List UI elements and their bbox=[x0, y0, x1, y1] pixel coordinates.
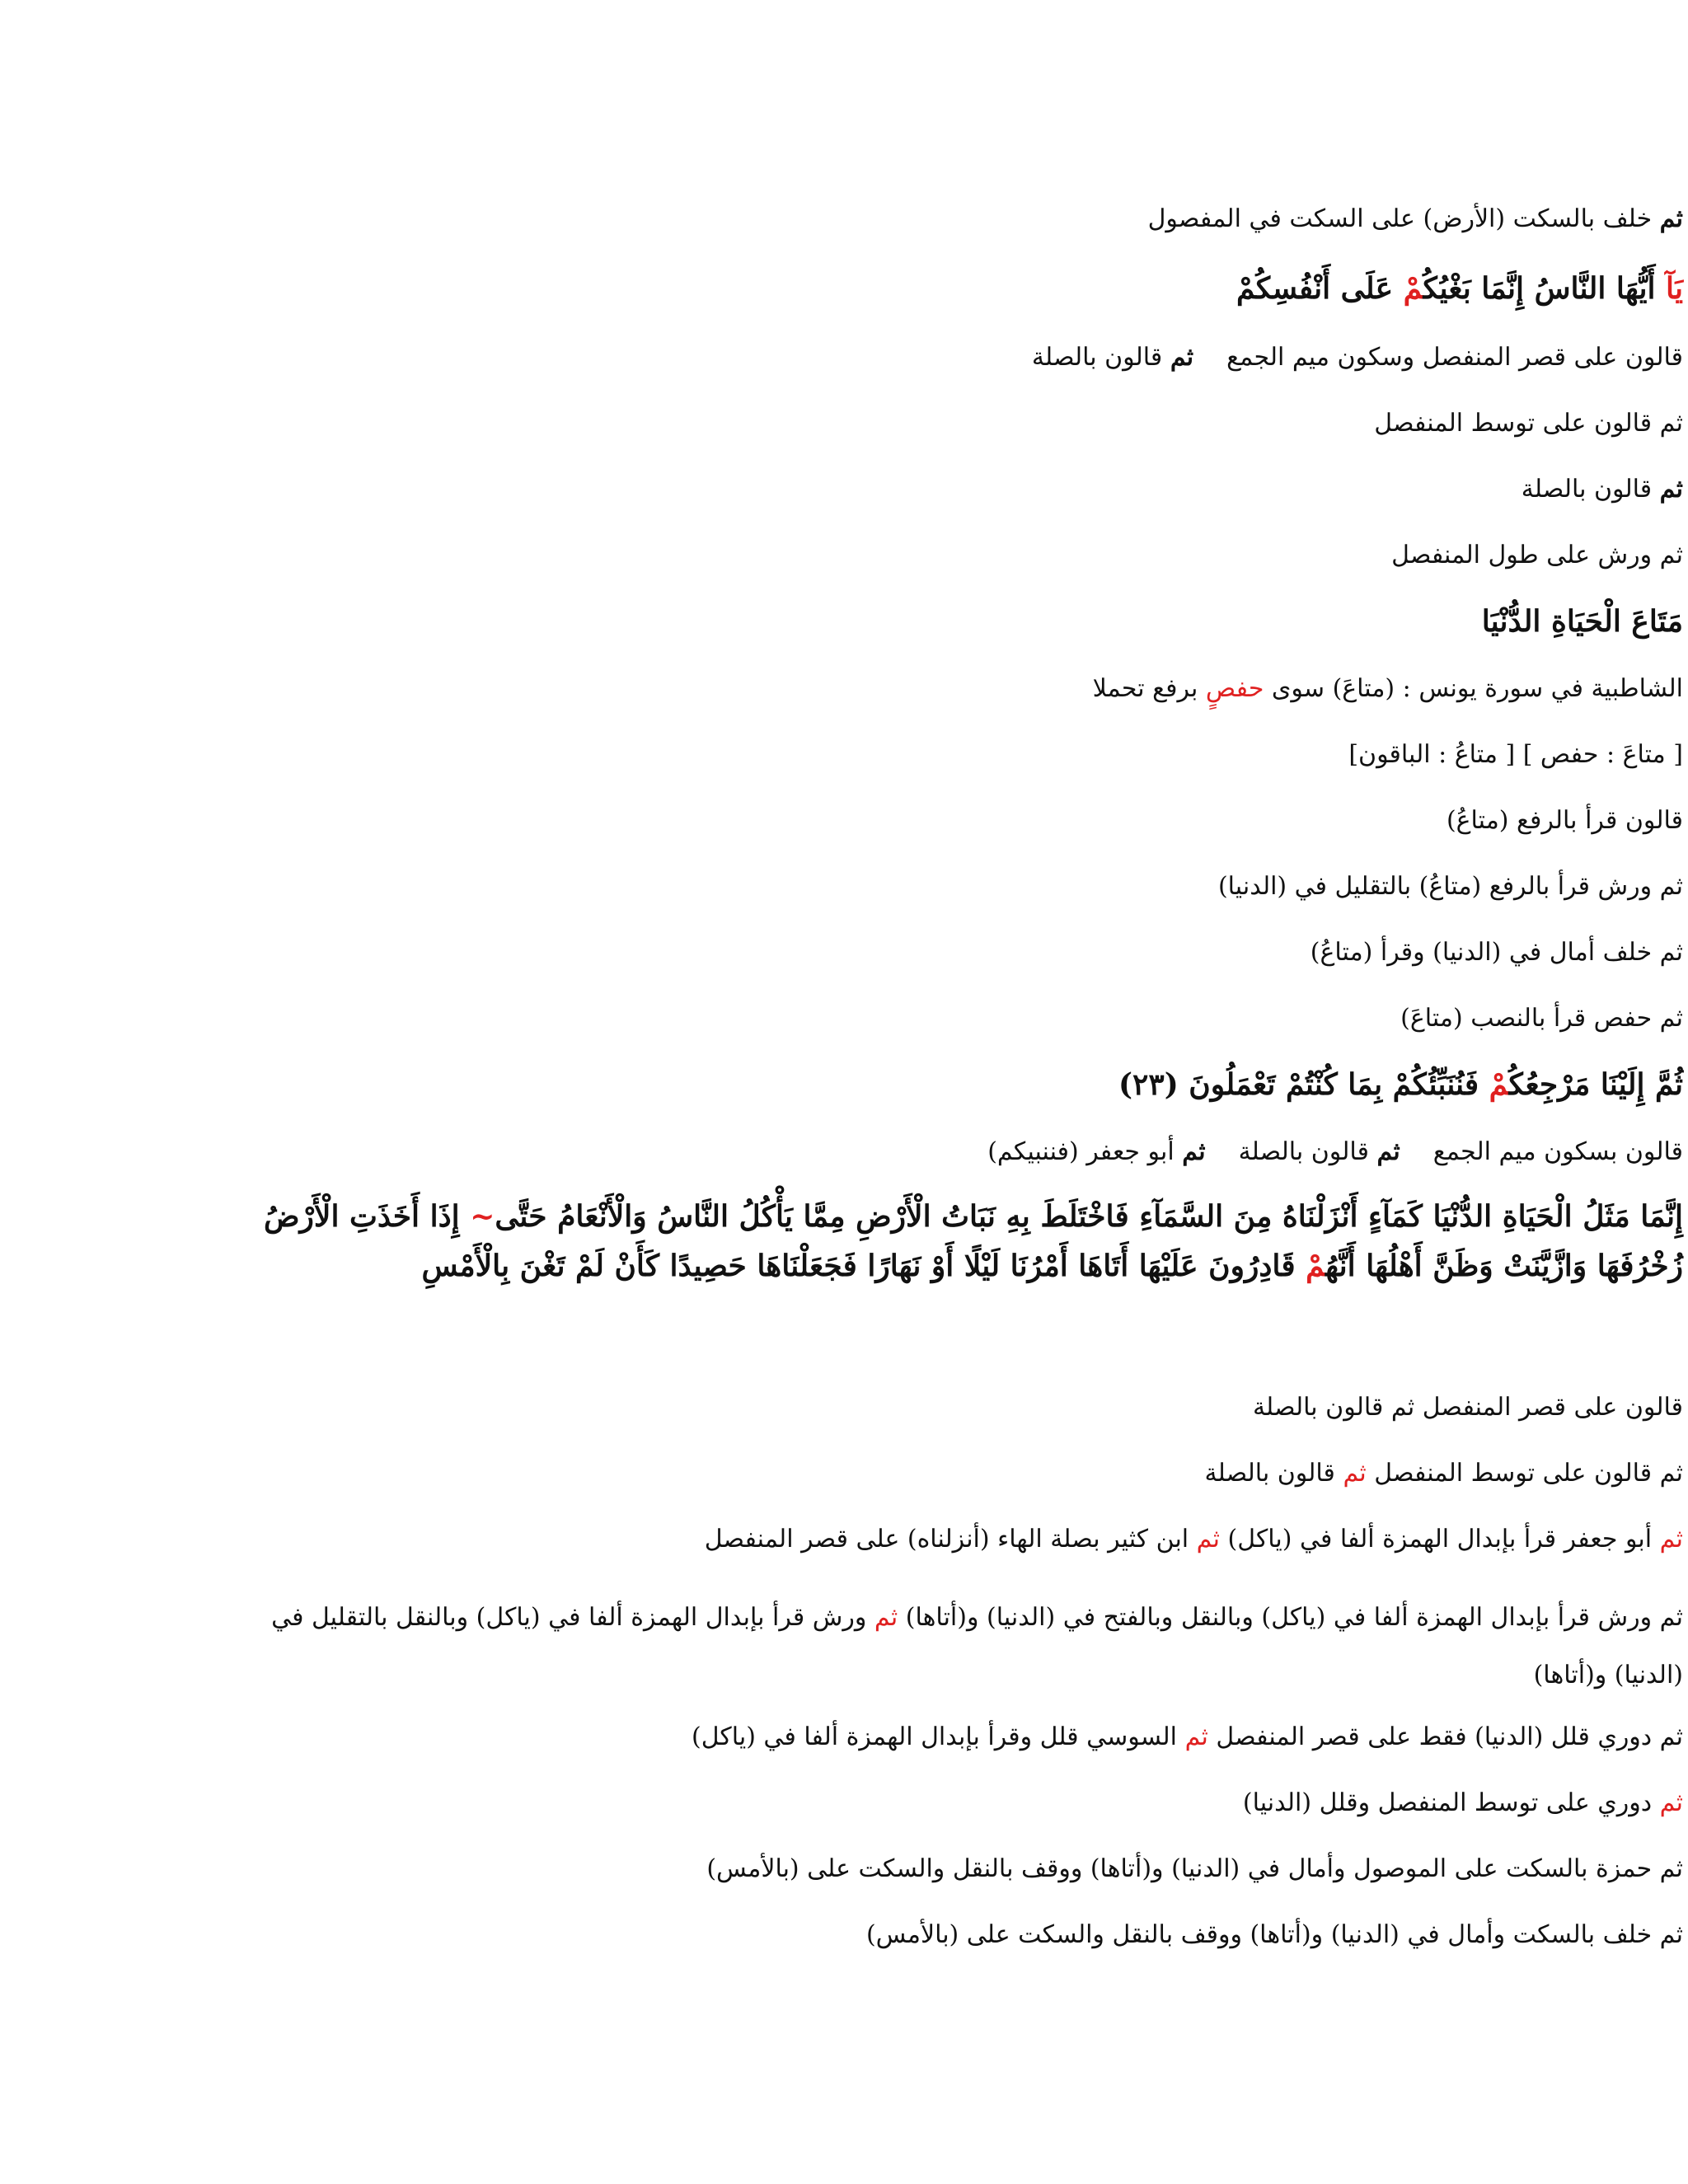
text-segment: ثم ورش قرأ بإبدال الهمزة ألفا في (ياكل) وبالنقل وبالفتح في (الدنيا) و(أتاها) bbox=[898, 1603, 1683, 1632]
text-segment: إِنَّمَا مَثَلُ الْحَيَاةِ الدُّنْيَا كَمَآءٍ أَنْزَلْنَاهُ مِنَ السَّمَآءِ فَاخْتَلَطَ بِهِ نَبَاتُ الْأَرْضِ مِمَّا يَأْكُلُ النَّاسُ وَالْأَنْعَامُ حَتَّى bbox=[495, 1199, 1683, 1234]
highlighted-text: يَآ bbox=[1666, 271, 1683, 306]
text-line bbox=[264, 473, 1683, 506]
bold-text: ثم bbox=[1659, 475, 1683, 504]
text-line bbox=[264, 1787, 1683, 1820]
bold-text: ثم bbox=[1170, 343, 1194, 372]
text-segment: برفع تحملا bbox=[1092, 674, 1206, 703]
text-line bbox=[264, 804, 1683, 837]
text-segment: إِذَا أَخَذَتِ الْأَرْضُ زُخْرُفَهَا وَازَّيَّنَتْ وَظَنَّ أَهْلُهَا أَنَّهُ bbox=[264, 1199, 1683, 1283]
highlighted-text: ~ bbox=[470, 1199, 495, 1234]
text-line bbox=[264, 341, 1683, 374]
text-segment: [ متاعَ : حفص ] [ متاعُ : الباقون] bbox=[1348, 740, 1683, 769]
highlighted-text: ثم bbox=[874, 1603, 898, 1632]
text-line bbox=[264, 1457, 1683, 1490]
text-segment: قالون قرأ بالرفع (متاعُ) bbox=[1446, 806, 1683, 835]
text-segment: عَلَى أَنْفُسِكُمْ bbox=[1236, 271, 1404, 306]
text-line bbox=[264, 1721, 1683, 1754]
text-segment: ثم حفص قرأ بالنصب (متاعَ) bbox=[1400, 1004, 1683, 1033]
text-paragraph bbox=[264, 1589, 1683, 1704]
highlighted-text: مْ bbox=[1489, 1067, 1509, 1102]
text-segment: ثم دوري قلل (الدنيا) فقط على قصر المنفصل bbox=[1207, 1722, 1683, 1751]
bold-text: ثم bbox=[1182, 1137, 1206, 1166]
text-segment: قالون بسكون ميم الجمع bbox=[1432, 1137, 1683, 1166]
verse-line bbox=[264, 602, 1683, 641]
text-line bbox=[264, 203, 1683, 236]
text-segment: ابن كثير بصلة الهاء (أنزلناه) على قصر المنفصل bbox=[704, 1525, 1197, 1554]
verse-line bbox=[264, 269, 1683, 308]
verse-line bbox=[264, 1065, 1683, 1104]
text-line bbox=[264, 1136, 1683, 1169]
text-line bbox=[264, 1919, 1683, 1952]
highlighted-text: مْ bbox=[1306, 1249, 1326, 1283]
text-segment: الشاطبية في سورة يونس : (متاعَ) سوى bbox=[1264, 674, 1683, 703]
text-line bbox=[264, 738, 1683, 771]
text-segment: قالون على قصر المنفصل وسكون ميم الجمع bbox=[1226, 343, 1683, 372]
bold-text: ثم bbox=[1659, 204, 1683, 233]
highlighted-text: ثم bbox=[1184, 1722, 1208, 1751]
text-segment: أبو جعفر قرأ بإبدال الهمزة ألفا في (ياكل) bbox=[1220, 1525, 1660, 1554]
highlighted-text: ثم bbox=[1343, 1459, 1367, 1488]
highlighted-text: مْ bbox=[1403, 271, 1423, 306]
text-line bbox=[264, 936, 1683, 969]
text-segment: ثُمَّ إِلَيْنَا مَرْجِعُكُ bbox=[1508, 1067, 1683, 1102]
text-segment: قالون بالصلة bbox=[1238, 1137, 1377, 1166]
text-line bbox=[264, 673, 1683, 705]
text-segment: أَيُّهَا النَّاسُ إِنَّمَا بَغْيُكُ bbox=[1423, 271, 1666, 306]
text-segment: قَادِرُونَ عَلَيْهَا أَتَاهَا أَمْرُنَا لَيْلًا أَوْ نَهَارًا فَجَعَلْنَاهَا حَصِيدًا كَأَنْ لَمْ تَغْنَ بِالْأَمْسِ bbox=[421, 1249, 1306, 1283]
text-segment: ثم قالون على توسط المنفصل bbox=[1374, 409, 1683, 438]
text-line bbox=[264, 1523, 1683, 1556]
text-line bbox=[264, 1853, 1683, 1886]
text-segment: فَنُنَبِّئُكُمْ بِمَا كُنْتُمْ تَعْمَلُونَ (٢٣) bbox=[1118, 1067, 1489, 1102]
text-segment: قالون بالصلة bbox=[1204, 1459, 1343, 1488]
verse-block bbox=[264, 1192, 1683, 1291]
text-segment: قالون على قصر المنفصل ثم قالون بالصلة bbox=[1252, 1393, 1683, 1422]
text-segment: ثم حمزة بالسكت على الموصول وأمال في (الدنيا) و(أتاها) ووقف بالنقل والسكت على (بالأمس) bbox=[706, 1854, 1683, 1883]
text-line bbox=[264, 407, 1683, 440]
text-segment: ثم خلف أمال في (الدنيا) وقرأ (متاعُ) bbox=[1310, 938, 1683, 967]
text-segment: خلف بالسكت (الأرض) على السكت في المفصول bbox=[1147, 204, 1660, 233]
text-segment: ثم خلف بالسكت وأمال في (الدنيا) و(أتاها) ووقف بالنقل والسكت على (بالأمس) bbox=[865, 1920, 1683, 1949]
highlighted-text: ثم bbox=[1196, 1525, 1220, 1554]
text-segment: ثم ورش على طول المنفصل bbox=[1391, 541, 1683, 569]
text-line bbox=[264, 870, 1683, 903]
highlighted-text: حفصٍ bbox=[1205, 674, 1264, 703]
highlighted-text: ثم bbox=[1659, 1525, 1683, 1554]
text-segment: أبو جعفر (فننبيكم) bbox=[987, 1137, 1183, 1166]
text-line bbox=[264, 1391, 1683, 1424]
text-line bbox=[264, 539, 1683, 572]
text-segment: مَتَاعَ الْحَيَاةِ الدُّنْيَا bbox=[1481, 604, 1683, 639]
highlighted-text: ثم bbox=[1659, 1788, 1683, 1817]
text-segment: السوسي قلل وقرأ بإبدال الهمزة ألفا في (ياكل) bbox=[692, 1722, 1185, 1751]
text-segment: قالون بالصلة bbox=[1521, 475, 1660, 504]
text-segment: ورش قرأ بإبدال الهمزة ألفا في (ياكل) وبالنقل بالتقليل في (الدنيا) و(أتاها) bbox=[271, 1603, 1683, 1690]
text-segment: ثم ورش قرأ بالرفع (متاعُ) بالتقليل في (الدنيا) bbox=[1217, 872, 1683, 901]
text-segment: ثم قالون على توسط المنفصل bbox=[1366, 1459, 1683, 1488]
text-line bbox=[264, 1002, 1683, 1035]
text-segment: دوري على توسط المنفصل وقلل (الدنيا) bbox=[1242, 1788, 1660, 1817]
bold-text: ثم bbox=[1376, 1137, 1400, 1166]
text-segment: قالون بالصلة bbox=[1031, 343, 1170, 372]
